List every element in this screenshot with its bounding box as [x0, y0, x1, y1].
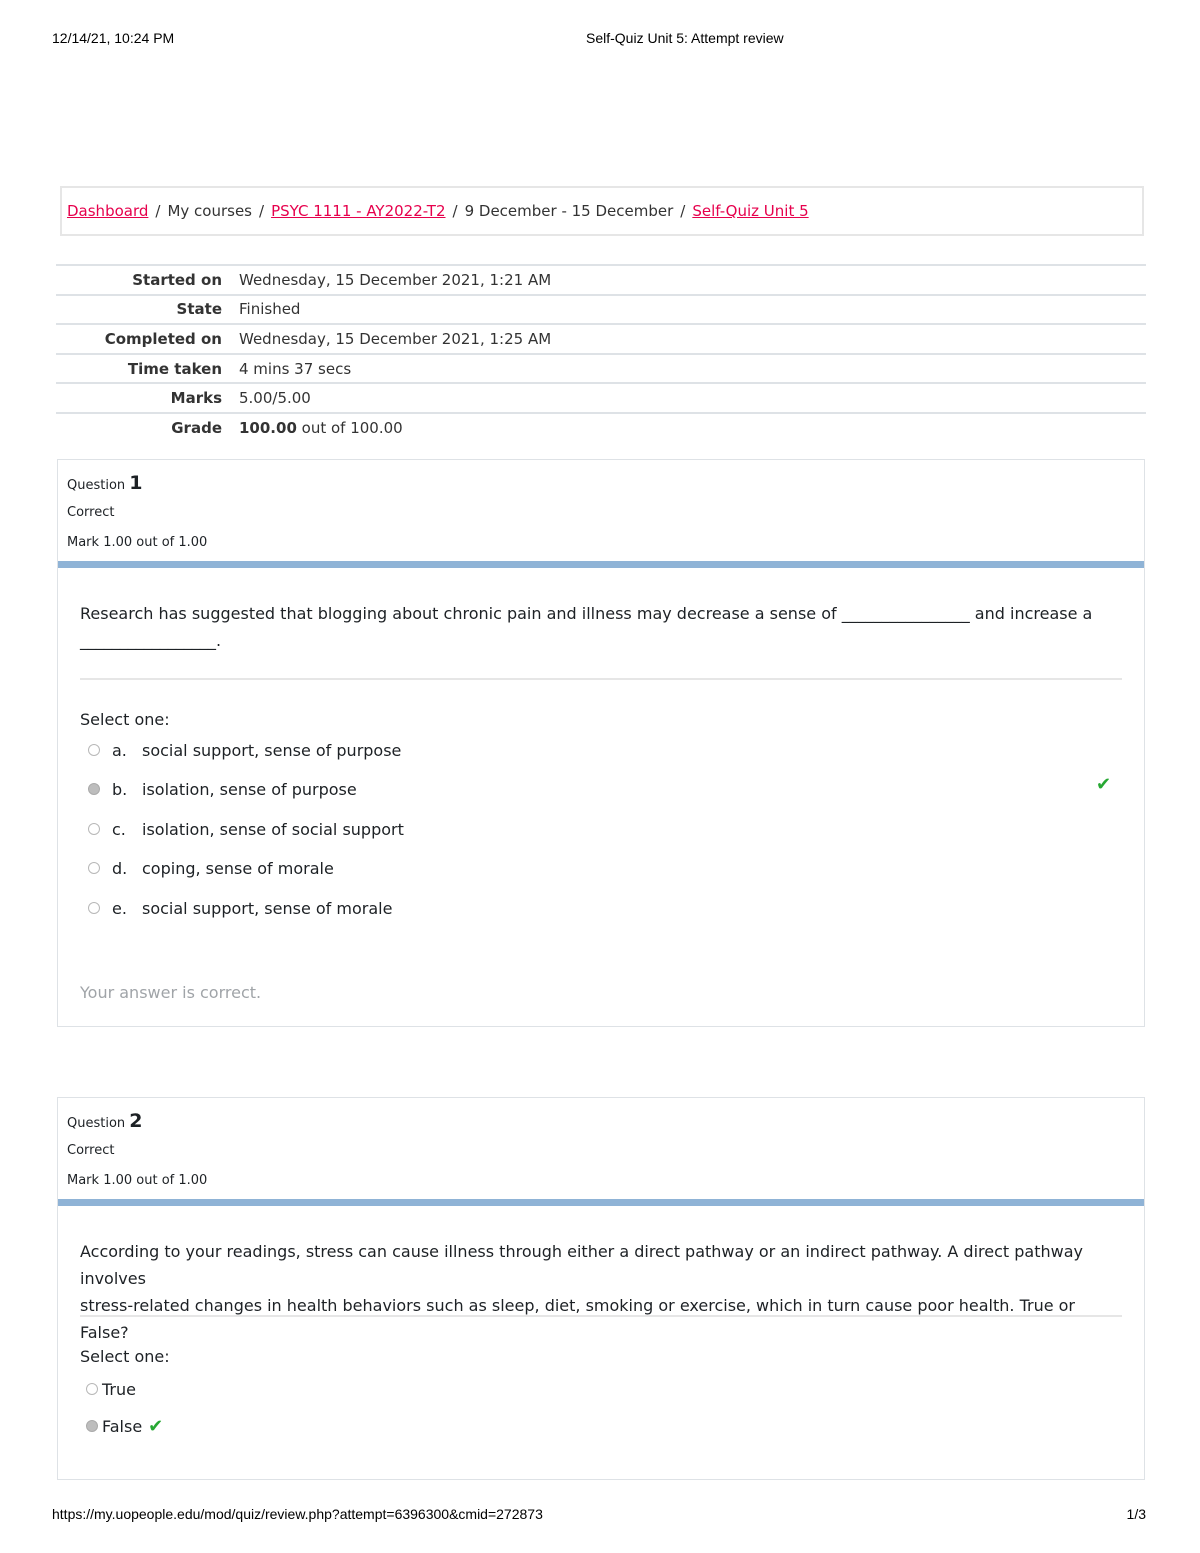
question-text-line: According to your readings, stress can cause illness through either a direct pathway or an indirect pathway. A direct pathway involves: [80, 1242, 1083, 1288]
grade-out-of: out of 100.00: [296, 419, 403, 438]
option-text: social support, sense of morale: [142, 898, 393, 918]
breadcrumb-dashboard-link[interactable]: Dashboard: [67, 202, 149, 220]
option-letter: a.: [112, 740, 127, 760]
option-text: False: [102, 1416, 143, 1436]
print-datetime: 12/14/21, 10:24 PM: [52, 30, 175, 46]
grade-score: 100.00: [239, 419, 297, 438]
breadcrumb-course-link[interactable]: PSYC 1111 - AY2022-T2: [271, 202, 446, 220]
print-footer: [0, 1506, 1200, 1526]
question-2-card: [57, 1097, 1145, 1480]
breadcrumb: [60, 186, 1144, 236]
question-info: [67, 470, 207, 560]
summary-value: 5.00/5.00: [239, 383, 1146, 413]
summary-value: Finished: [239, 295, 1146, 325]
question-divider-bar: [58, 1199, 1144, 1206]
print-page-number: 1/3: [1126, 1506, 1146, 1522]
question-text: [80, 600, 1120, 654]
question-text-line: stress-related changes in health behaviors such as sleep, diet, smoking or exercise, which in turn cause poor health. True or False?: [80, 1296, 1076, 1342]
question-mark: Mark 1.00 out of 1.00: [67, 535, 208, 550]
question-rule: [80, 678, 1122, 680]
feedback-text: Your answer is correct.: [80, 983, 262, 1002]
radio-button[interactable]: [86, 1383, 98, 1395]
option-text: coping, sense of morale: [142, 858, 334, 878]
correct-check-icon: ✔: [1096, 774, 1112, 795]
radio-button[interactable]: [88, 902, 100, 914]
option-letter: d.: [112, 858, 128, 878]
answer-option-c[interactable]: [88, 818, 404, 840]
option-letter: b.: [112, 779, 128, 799]
question-label: Question: [67, 478, 126, 493]
answer-option-true[interactable]: [86, 1378, 136, 1400]
summary-row-marks: [56, 383, 1146, 413]
answer-option-d[interactable]: [88, 857, 334, 879]
summary-label: State: [56, 295, 239, 325]
question-number: 1: [129, 472, 143, 494]
summary-label: Time taken: [56, 354, 239, 384]
option-letter: c.: [112, 819, 126, 839]
question-mark: Mark 1.00 out of 1.00: [67, 1173, 208, 1188]
summary-label: Marks: [56, 383, 239, 413]
answer-option-b[interactable]: [88, 778, 357, 800]
radio-button-selected[interactable]: [86, 1420, 98, 1432]
select-one-label: Select one:: [80, 710, 170, 729]
print-header: [0, 30, 1200, 50]
question-number: 2: [129, 1110, 143, 1132]
select-one-label: Select one:: [80, 1347, 170, 1366]
correct-check-icon: ✔: [148, 1415, 164, 1437]
question-text: [80, 1238, 1120, 1346]
summary-value: Wednesday, 15 December 2021, 1:21 AM: [239, 265, 1146, 295]
breadcrumb-separator: /: [259, 202, 265, 220]
print-url: https://my.uopeople.edu/mod/quiz/review.php?attempt=6396300&cmid=272873: [52, 1506, 543, 1522]
question-status: Correct: [67, 505, 115, 520]
option-text: isolation, sense of social support: [142, 819, 404, 839]
option-text: True: [102, 1379, 136, 1399]
breadcrumb-separator: /: [155, 202, 161, 220]
radio-button[interactable]: [88, 744, 100, 756]
answer-option-e[interactable]: [88, 897, 392, 919]
summary-row-state: [56, 295, 1146, 325]
question-text-line: _________________.: [80, 631, 222, 650]
summary-label: Started on: [56, 265, 239, 295]
option-text: isolation, sense of purpose: [142, 779, 357, 799]
breadcrumb-quiz-link[interactable]: Self-Quiz Unit 5: [692, 202, 809, 220]
question-1-card: [57, 459, 1145, 1027]
radio-button[interactable]: [88, 862, 100, 874]
summary-label: Grade: [56, 413, 239, 443]
question-rule: [80, 1315, 1122, 1317]
breadcrumb-separator: /: [452, 202, 458, 220]
breadcrumb-week[interactable]: 9 December - 15 December: [464, 202, 674, 220]
summary-row-grade: [56, 413, 1146, 443]
question-text-line: Research has suggested that blogging about chronic pain and illness may decrease a sense of ________________ and increase a: [80, 604, 1093, 623]
attempt-summary-table: [56, 264, 1146, 443]
breadcrumb-my-courses[interactable]: My courses: [167, 202, 252, 220]
breadcrumb-separator: /: [680, 202, 686, 220]
summary-row-started: [56, 265, 1146, 295]
radio-button[interactable]: [88, 823, 100, 835]
question-divider-bar: [58, 561, 1144, 568]
summary-value: 4 mins 37 secs: [239, 354, 1146, 384]
summary-value: Wednesday, 15 December 2021, 1:25 AM: [239, 324, 1146, 354]
summary-label: Completed on: [56, 324, 239, 354]
summary-row-time-taken: [56, 354, 1146, 384]
summary-value: [239, 413, 1146, 443]
summary-row-completed: [56, 324, 1146, 354]
option-text: social support, sense of purpose: [142, 740, 402, 760]
answer-option-false[interactable]: [86, 1415, 163, 1437]
print-title: Self-Quiz Unit 5: Attempt review: [586, 30, 784, 46]
radio-button-selected[interactable]: [88, 783, 100, 795]
answer-option-a[interactable]: [88, 739, 401, 761]
question-status: Correct: [67, 1143, 115, 1158]
option-letter: e.: [112, 898, 127, 918]
question-info: [67, 1108, 207, 1198]
question-label: Question: [67, 1116, 126, 1131]
